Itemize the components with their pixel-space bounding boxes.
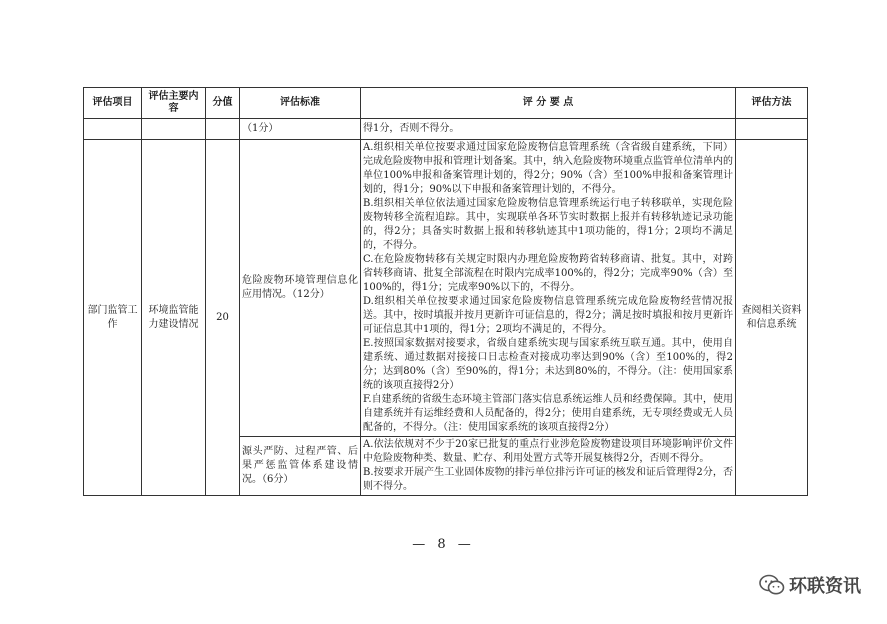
point-a: A.组织相关单位按要求通过国家危险废物信息管理系统（含省级自建系统，下同）完成危险废物申报和管理计划备案。其中，纳入危险废物环境重点监管单位清单内的单位100%申报和备案管理计划的，得2分；90%（含）至100%申报和备案管理计划的，得1分；90%以下申报和备案管理计划的，不得分。 — [363, 142, 733, 195]
cell-empty — [736, 119, 808, 140]
point-c: C.在危险废物转移有关规定时限内办理危险废物跨省转移商请、批复。其中，对跨省转移商请、批复全部流程在时限内完成率100%的，得2分；完成率90%（含）至100%的，得1分；完成率90%以下的，不得分。 — [363, 254, 733, 293]
table-row — [84, 140, 808, 437]
page-number: — 8 — — [412, 537, 475, 552]
continued-standard: （1分） — [240, 119, 361, 140]
cell-empty — [206, 119, 240, 140]
header-points: 评 分 要 点 — [361, 88, 736, 119]
watermark-text: 环联资讯 — [789, 576, 861, 597]
point-f: F.自建系统的省级生态环境主管部门落实信息系统运维人员和经费保障。其中，使用自建系统并有运维经费和人员配备的，得2分；使用自建系统，无专项经费或无人员配备的，不得分。（注：使用国家系统的该项直接得2分） — [363, 394, 733, 433]
subrow-standard: 源头严防、过程严管、后果严惩监管体系建设情况。（6分） — [240, 437, 361, 496]
header-score: 分值 — [206, 88, 240, 119]
point-a: A.依法依规对不少于20家已批复的重点行业涉危险废物建设项目环境影响评价文件中危险废物种类、数量、贮存、利用处置方式等开展复核得2分，否则不得分。 — [363, 439, 733, 464]
table-row — [84, 119, 808, 140]
point-b: B.组织相关单位依法通过国家危险废物信息管理系统运行电子转移联单，实现危险废物转移全流程追踪。其中，实现联单各环节实时数据上报并有转移轨迹记录功能的，得2分；具备实时数据上报和转移轨迹其中1项功能的，得1分；2项均不满足的，不得分。 — [363, 198, 733, 251]
watermark — [759, 572, 861, 598]
table-header-row — [84, 88, 808, 119]
section-content: 环境监管能力建设情况 — [142, 140, 206, 496]
point-d: D.组织相关单位按要求通过国家危险废物信息管理系统完成危险废物经营情况报送。其中，按时填报并按月更新许可证信息的，得2分；满足按时填报和按月更新许可证信息其中1项的，得1分；2项均不满足的，不得分。 — [363, 296, 733, 335]
header-content: 评估主要内容 — [142, 88, 206, 119]
continued-points: 得1分，否则不得分。 — [361, 119, 736, 140]
subrow-points — [361, 437, 736, 496]
section-score: 20 — [206, 140, 240, 496]
header-standard: 评估标准 — [240, 88, 361, 119]
wechat-icon — [759, 574, 785, 596]
section-item: 部门监管工作 — [84, 140, 142, 496]
header-method: 评估方法 — [736, 88, 808, 119]
subrow-points — [361, 140, 736, 437]
cell-empty — [142, 119, 206, 140]
header-item: 评估项目 — [84, 88, 142, 119]
cell-empty — [84, 119, 142, 140]
section-method: 查阅相关资料和信息系统 — [736, 140, 808, 496]
point-e: E.按照国家数据对接要求，省级自建系统实现与国家系统互联互通。其中，使用自建系统、通过数据对接接口日志检查对接成功率达到90%（含）至100%的，得2分；达到80%（含）至90%的，得1分；未达到80%的，不得分。（注：使用国家系统的该项直接得2分） — [363, 338, 733, 391]
evaluation-table — [83, 87, 808, 496]
subrow-standard: 危险废物环境管理信息化应用情况。（12分） — [240, 140, 361, 437]
point-b: B.按要求开展产生工业固体废物的排污单位排污许可证的核发和证后管理得2分，否则不得分。 — [363, 467, 733, 492]
